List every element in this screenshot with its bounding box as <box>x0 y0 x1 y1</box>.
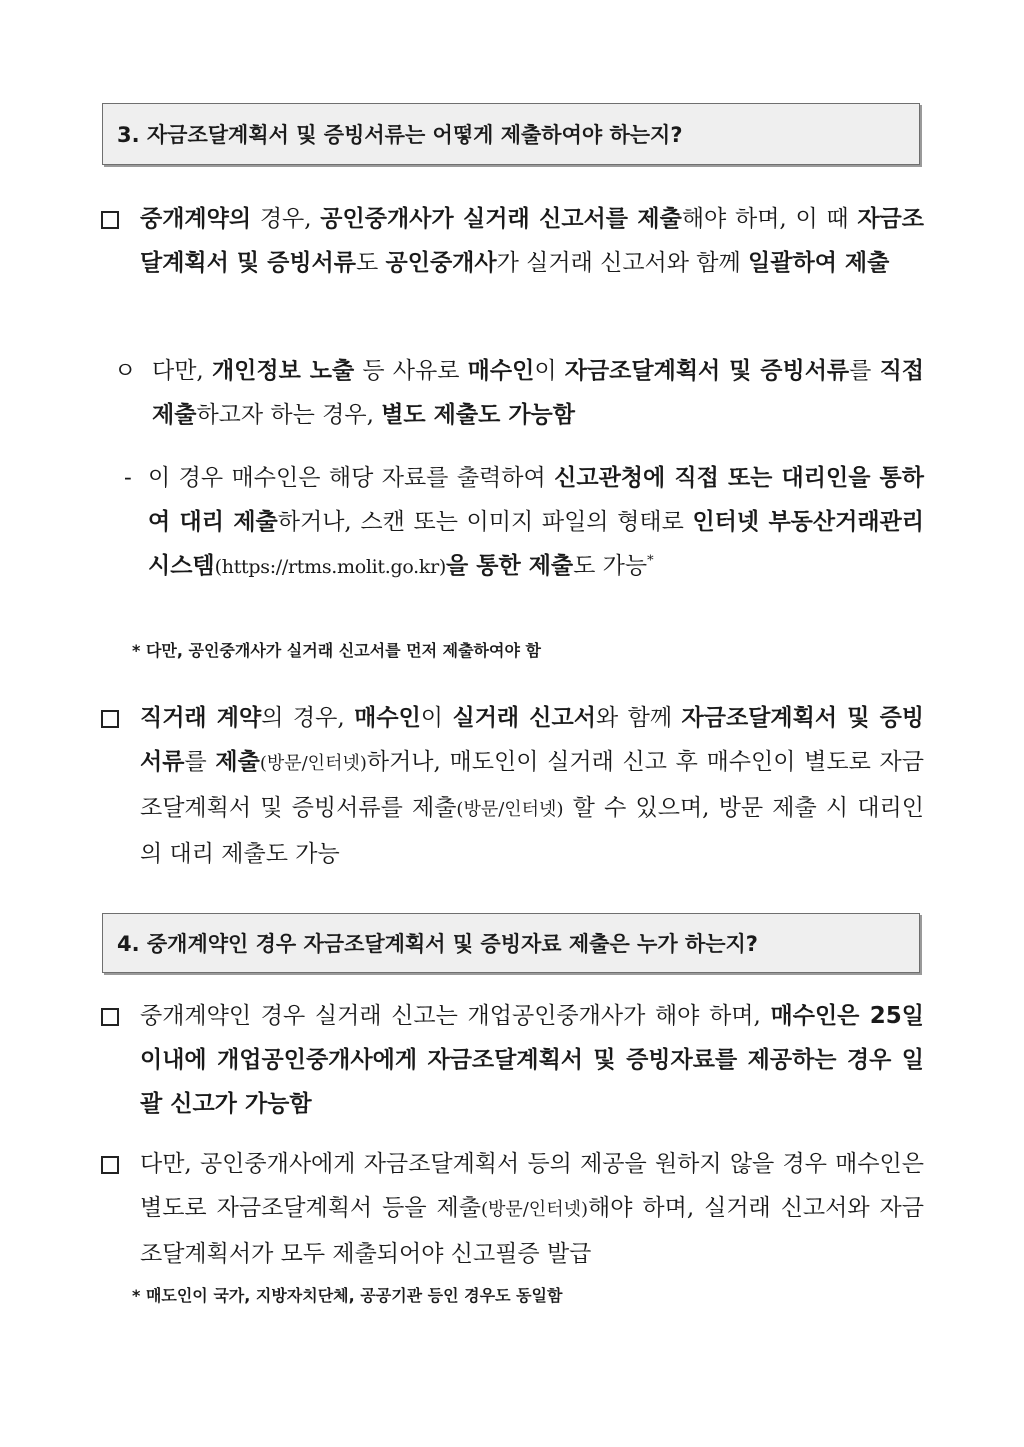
text-bold: 직접 제출 <box>152 358 925 428</box>
s3-paragraph-3 <box>148 456 924 589</box>
section-4-header <box>102 913 920 973</box>
text: 다만, 공인중개사에게 자금조달계획서 등의 제공을 원하지 않을 경우 매수인은 별도로 자금조달계획서 등을 제출 <box>140 1151 924 1221</box>
text-bold: 신고관청에 직접 또는 대리인을 통하여 대리 제출 <box>148 465 924 535</box>
text-bold: 매수인 <box>354 705 421 731</box>
text: 해야 하며, 실거래 신고서와 자금조달계획서가 모두 제출되어야 신고필증 발급 <box>140 1195 924 1267</box>
text-bold: 개인정보 노출 <box>211 358 355 384</box>
text: 다만, <box>152 358 212 384</box>
text-small: (방문/인터넷) <box>259 753 367 774</box>
section-3-title: 3. 자금조달계획서 및 증빙서류는 어떻게 제출하여야 하는지? <box>117 123 683 147</box>
checkbox-square-icon <box>101 1008 119 1026</box>
text: 하거나, 매도인이 실거래 신고 후 매수인이 별도로 자금조달계획서 및 증빙서류를 제출 <box>140 749 924 821</box>
section-3-header <box>102 103 920 165</box>
section-4-title: 4. 중개계약인 경우 자금조달계획서 및 증빙자료 제출은 누가 하는지? <box>117 932 758 956</box>
text-bold: 자금조달계획서 및 증빙서류 <box>564 358 850 384</box>
text-bold: 인터넷 부동산거래관리시스템 <box>148 509 924 579</box>
text-bold: 별도 제출도 가능함 <box>381 402 575 428</box>
s3-paragraph-2 <box>152 349 924 437</box>
s3-paragraph-4 <box>140 696 924 876</box>
text-bold: 직거래 계약 <box>140 705 262 731</box>
checkbox-square-icon <box>101 1156 119 1174</box>
text: 도 <box>355 250 386 276</box>
text-bold: 중개계약의 <box>140 206 252 232</box>
s4-footnote: * 매도인이 국가, 지방자치단체, 공공기관 등인 경우도 동일함 <box>132 1286 563 1305</box>
text-bold: 매수인은 25일 이내에 개업공인중개사에게 자금조달계획서 및 증빙자료를 제공하는 경우 일괄 신고가 가능함 <box>140 1003 924 1117</box>
text-bold: 일괄하여 제출 <box>748 250 890 276</box>
text: 이 <box>534 358 565 384</box>
checkbox-square-icon <box>101 211 119 229</box>
text-bold: 공인중개사가 실거래 신고서를 제출 <box>320 206 682 232</box>
text: 의 경우, <box>261 705 355 731</box>
text-bold: 실거래 신고서 <box>452 705 596 731</box>
text: 가 실거래 신고서와 함께 <box>496 250 749 276</box>
s4-paragraph-2 <box>140 1142 924 1276</box>
checkbox-square-icon <box>101 710 119 728</box>
text: 이 <box>420 705 453 731</box>
text: 등 사유로 <box>354 358 468 384</box>
text: 할 수 있으며, 방문 제출 시 대리인의 대리 제출도 가능 <box>140 795 924 867</box>
s3-paragraph-1 <box>140 197 924 285</box>
text: 를 <box>184 749 216 775</box>
text-small: (방문/인터넷) <box>480 1199 588 1220</box>
text-bold: 공인중개사 <box>385 250 497 276</box>
text: 도 가능 <box>573 553 648 579</box>
text-bold: 매수인 <box>467 358 535 384</box>
footnote-mark: * <box>647 553 654 569</box>
text-bold: 자금조달계획서 및 증빙서류 <box>140 206 924 276</box>
url-text: (https://rtms.molit.go.kr) <box>214 556 447 578</box>
text: 이 경우 매수인은 해당 자료를 출력하여 <box>148 465 555 491</box>
s4-paragraph-1 <box>140 994 924 1126</box>
text-bold: 을 통한 제출 <box>446 553 574 579</box>
text: 해야 하며, 이 때 <box>681 206 858 232</box>
text: 하거나, 스캔 또는 이미지 파일의 형태로 <box>277 509 693 535</box>
text: 경우, <box>251 206 321 232</box>
text: 하고자 하는 경우, <box>196 402 382 428</box>
s3-footnote: * 다만, 공인중개사가 실거래 신고서를 먼저 제출하여야 함 <box>132 641 541 660</box>
text-bold: 제출 <box>215 749 260 775</box>
text: 중개계약인 경우 실거래 신고는 개업공인중개사가 해야 하며, <box>140 1003 771 1029</box>
text-bold: 자금조달계획서 및 증빙서류 <box>140 705 925 775</box>
circle-bullet: ㅇ <box>114 358 137 384</box>
text-small: (방문/인터넷) <box>456 799 564 820</box>
dash-bullet: - <box>124 465 132 491</box>
text: 를 <box>849 358 880 384</box>
text: 와 함께 <box>595 705 682 731</box>
